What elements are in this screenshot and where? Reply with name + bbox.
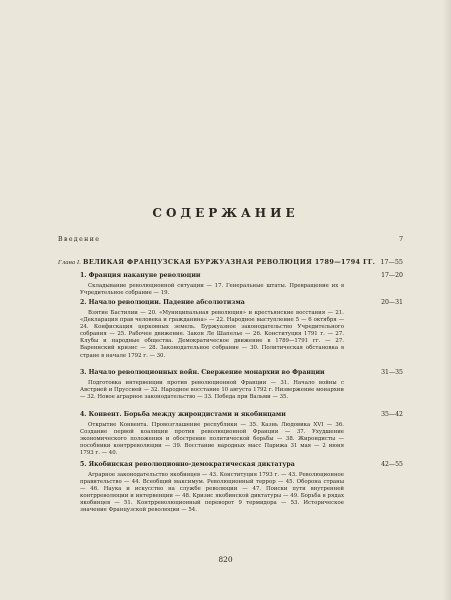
section-heading: 1. Франция накануне революции — [80, 272, 201, 279]
toc-section — [80, 272, 403, 297]
section-pages: 42—55 — [381, 461, 403, 468]
section-heading: 4. Конвент. Борьба между жирондистами и якобинцами — [80, 411, 286, 418]
introduction-label: Введение — [58, 236, 101, 243]
chapter-pages: 17—55 — [380, 258, 403, 266]
toc-introduction — [58, 236, 403, 243]
toc-section — [80, 411, 403, 457]
page-number: 820 — [218, 555, 233, 564]
introduction-page: 7 — [399, 236, 403, 243]
section-subtopics: Подготовка интервенции против революционной Франции — 31. Начало войны с Австрией и Пруссией — 32. Народное восстание 10 августа 1792 г. Низвержение монархии — 32. Новое аграрное законодательство — 33. Победа при Вальми — 35. — [80, 380, 344, 401]
chapter-title: ВЕЛИКАЯ ФРАНЦУЗСКАЯ БУРЖУАЗНАЯ РЕВОЛЮЦИЯ 1789—1794 ГГ. — [83, 258, 376, 266]
section-subtopics: Взятие Бастилии — 20. «Муниципальная революция» и крестьянские восстания — 21. «Декларация прав человека и гражданина» — 22. Народное выступление 5 — 6 октября — 24. Конфискация церковных земель. Буржуазное законодательство Учредительного собрания — 25. Рабочее движение. Закон Ле Шапелье — 26. Конституция 1791 г. — 27. Клубы и народные общества. Демократическое движение в 1789—1791 гг. — 27. Вареннский кризис — 28. Законодательное собрание — 30. Политическая обстановка в стране в начале 1792 г. — 30. — [80, 310, 344, 359]
section-pages: 35—42 — [381, 411, 403, 418]
section-subtopics: Аграрное законодательство якобинцев — 43. Конституция 1793 г. — 43. Революционное правительство — 44. Всеобщий максимум. Революционный террор — 45. Оборона страны — 46. Наука и искусство на службе революции — 47. Поиски пути внутренней контрреволюции и интервенции — 48. Кризис якобинской диктатуры — 49. Борьба в рядах якобинцев — 51. Контрреволюционный переворот 9 термидора — 53. Историческое значение Французской революции — 54. — [80, 472, 344, 514]
page-title: СОДЕРЖАНИЕ — [152, 206, 299, 220]
section-heading: 5. Якобинская революционно-демократическая диктатура — [80, 461, 295, 468]
toc-section — [80, 369, 403, 401]
chapter-label: Глава I. — [58, 260, 81, 266]
section-pages: 31—35 — [381, 369, 403, 376]
section-pages: 17—20 — [381, 272, 403, 279]
toc-section — [80, 461, 403, 515]
section-heading: 2. Начало революции. Падение абсолютизма — [80, 299, 245, 306]
section-pages: 20—31 — [381, 299, 403, 306]
toc-chapter — [58, 258, 403, 267]
section-subtopics: Складывание революционной ситуации — 17. Генеральные штаты. Превращение их в Учредительное собрание — 19. — [80, 283, 344, 297]
section-subtopics: Открытие Конвента. Провозглашение республики — 35. Казнь Людовика XVI — 36. Создание первой коалиции против революционной Франции — 37. Ухудшение экономического положения и обострение политической борьбы — 38. Жирондисты — пособники контрреволюции — 39. Восстание народных масс Парижа 31 мая — 2 июня 1793 г. — 40. — [80, 422, 344, 457]
section-heading: 3. Начало революционных войн. Свержение монархии во Франции — [80, 369, 325, 376]
toc-section — [80, 299, 403, 360]
